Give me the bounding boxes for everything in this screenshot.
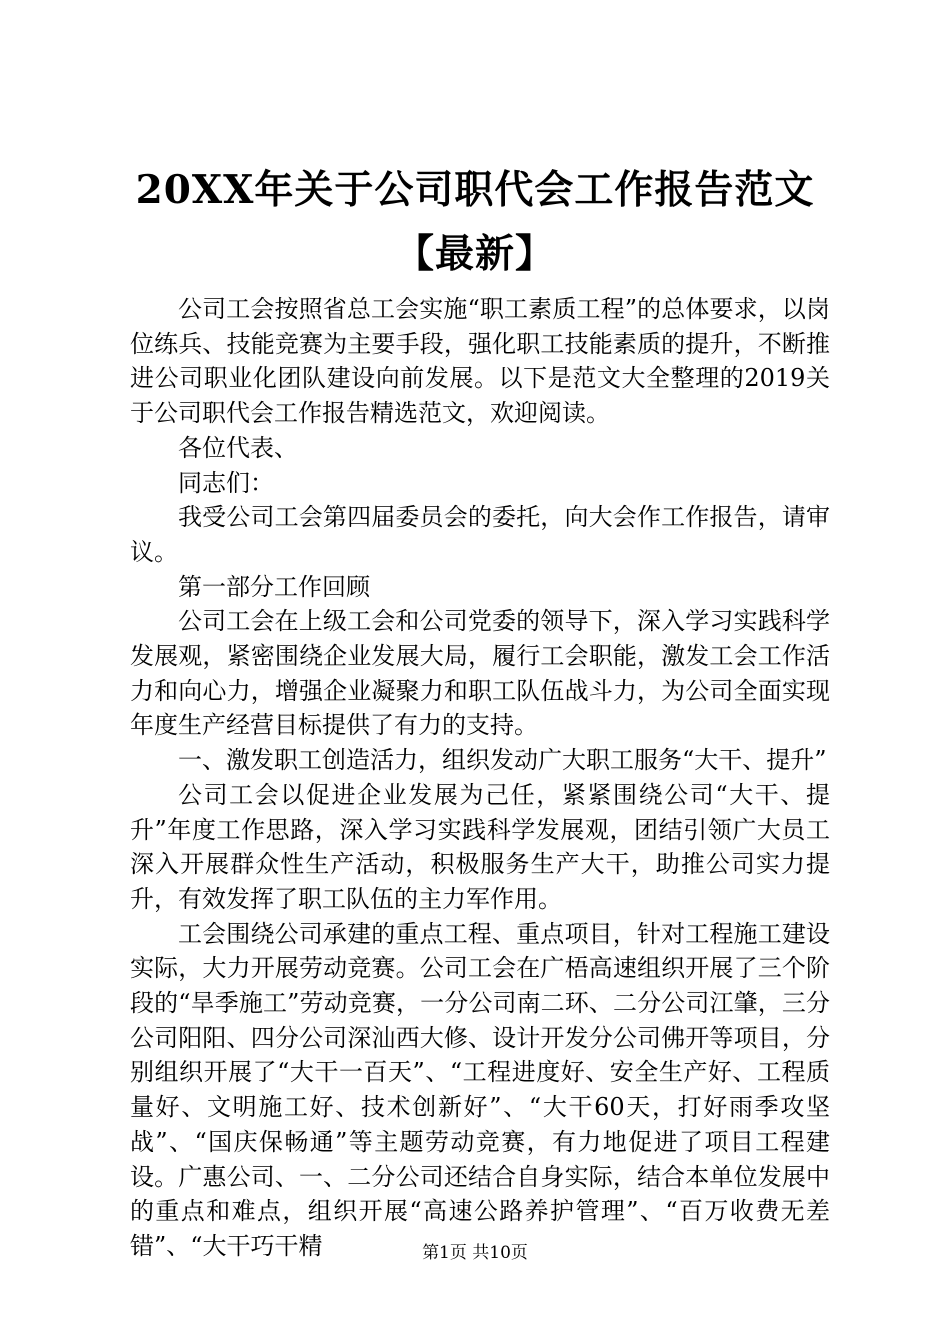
document-body [130, 292, 830, 1264]
subsection-heading-1: 一、激发职工创造活力，组织发动广大职工服务“大干、提升” [178, 746, 827, 775]
page-footer: 第1页 共10页 [422, 1243, 528, 1263]
paragraph-salutation-1: 各位代表、 [178, 433, 298, 462]
paragraph-review-summary: 公司工会在上级工会和公司党委的领导下，深入学习实践科学发展观，紧密围绕企业发展大局，履行工会职能，激发工会工作活力和向心力，增强企业凝聚力和职工队伍战斗力，为公司全面实现年度生产经营目标提供了有力的支持。 [130, 607, 830, 740]
paragraph-report-entrustment: 我受公司工会第四届委员会的委托，向大会作工作报告，请审议。 [130, 503, 830, 566]
paragraph-salutation-2: 同志们： [178, 468, 274, 497]
paragraph-intro: 公司工会按照省总工会实施“职工素质工程”的总体要求，以岗位练兵、技能竞赛为主要手段，强化职工技能素质的提升，不断推进公司职业化团队建设向前发展。以下是范文大全整理的2019关于公司职代会工作报告精选范文，欢迎阅读。 [130, 295, 830, 428]
paragraph-union-role: 公司工会以促进企业发展为己任，紧紧围绕公司“大干、提升”年度工作思路，深入学习实践科学发展观，团结引领广大员工深入开展群众性生产活动，积极服务生产大干，助推公司实力提升，有效发挥了职工队伍的主力军作用。 [130, 780, 830, 913]
paragraph-labor-competition: 工会围绕公司承建的重点工程、重点项目，针对工程施工建设实际，大力开展劳动竞赛。公司工会在广梧高速组织开展了三个阶段的“旱季施工”劳动竞赛，一分公司南二环、二分公司江肇，三分公司阳阳、四分公司深汕西大修、设计开发分公司佛开等项目，分别组织开展了“大干一百天”、“工程进度好、安全生产好、工程质量好、文明施工好、技术创新好”、“大干60天，打好雨季攻坚战”、“国庆保畅通”等主题劳动竞赛，有力地促进了项目工程建设。广惠公司、一、二分公司还结合自身实际，结合本单位发展中的重点和难点，组织开展“高速公路养护管理”、“百万收费无差错”、“大干巧干精 [130, 919, 830, 1260]
document-title: 20XX年关于公司职代会工作报告范文【最新】 [135, 167, 815, 277]
section-heading-review: 第一部分工作回顾 [178, 572, 370, 601]
